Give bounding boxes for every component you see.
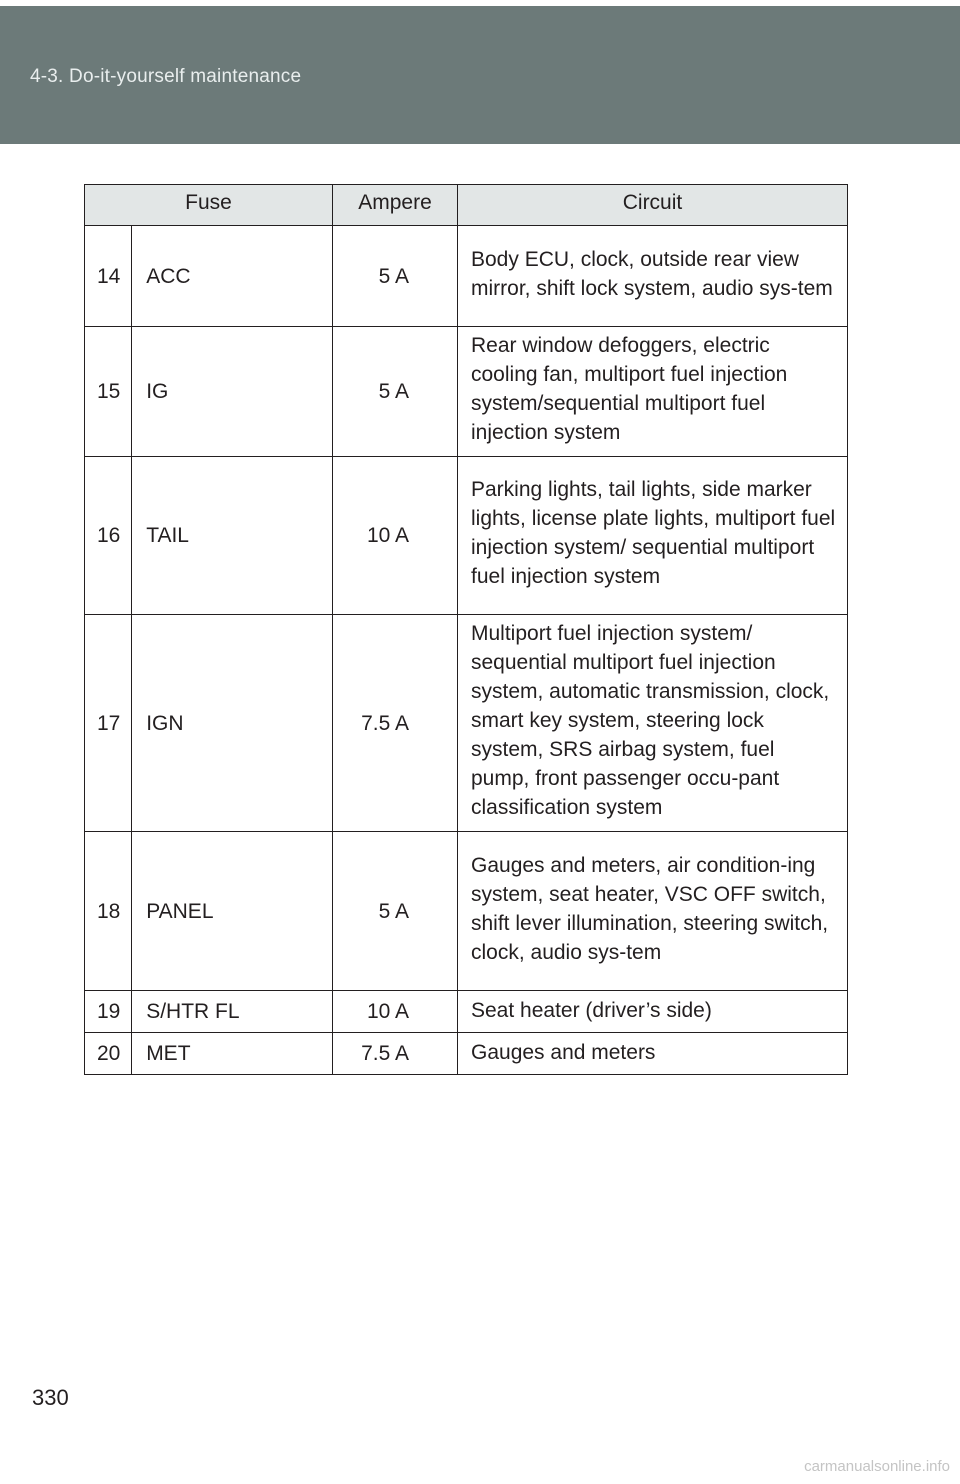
watermark-text: carmanualsonline.info (804, 1458, 950, 1475)
fuse-name: IGN (132, 615, 333, 832)
fuse-name: PANEL (132, 832, 333, 991)
fuse-circuit: Multiport fuel injection system/ sequential multiport fuel injection system, automatic transmission, clock, smart key system, steering lock system, SRS airbag system, fuel pump, front passenger occu-pant classification system (458, 615, 848, 832)
fuse-circuit: Body ECU, clock, outside rear view mirror, shift lock system, audio sys-tem (458, 226, 848, 327)
fuse-name: TAIL (132, 457, 333, 615)
table-row (85, 991, 848, 1033)
page-number: 330 (32, 1385, 69, 1410)
fuse-circuit: Parking lights, tail lights, side marker lights, license plate lights, multiport fuel injection system/ sequential multiport fuel injection system (458, 457, 848, 615)
column-header-ampere: Ampere (333, 185, 458, 226)
fuse-name: MET (132, 1033, 333, 1075)
fuse-name: S/HTR FL (132, 991, 333, 1033)
fuse-number: 20 (85, 1033, 132, 1075)
fuse-circuit: Gauges and meters (458, 1033, 848, 1075)
table-row (85, 615, 848, 832)
fuse-circuit: Seat heater (driver’s side) (458, 991, 848, 1033)
table-row (85, 457, 848, 615)
fuse-table (84, 184, 848, 1075)
table-row (85, 327, 848, 457)
fuse-name: ACC (132, 226, 333, 327)
fuse-ampere: 10 A (333, 457, 458, 615)
header-band (0, 6, 960, 144)
table-header-row (85, 185, 848, 226)
fuse-ampere: 10 A (333, 991, 458, 1033)
fuse-circuit: Rear window defoggers, electric cooling fan, multiport fuel injection system/sequential multiport fuel injection system (458, 327, 848, 457)
fuse-ampere: 7.5 A (333, 615, 458, 832)
column-header-fuse: Fuse (85, 185, 333, 226)
table-row (85, 832, 848, 991)
fuse-ampere: 5 A (333, 226, 458, 327)
fuse-number: 14 (85, 226, 132, 327)
fuse-number: 18 (85, 832, 132, 991)
fuse-ampere: 5 A (333, 327, 458, 457)
fuse-circuit: Gauges and meters, air condition-ing system, seat heater, VSC OFF switch, shift lever illumination, steering switch, clock, audio sys-tem (458, 832, 848, 991)
fuse-ampere: 5 A (333, 832, 458, 991)
section-title: 4-3. Do-it-yourself maintenance (30, 66, 302, 87)
table-row (85, 1033, 848, 1075)
table-row (85, 226, 848, 327)
fuse-ampere: 7.5 A (333, 1033, 458, 1075)
fuse-number: 17 (85, 615, 132, 832)
fuse-name: IG (132, 327, 333, 457)
fuse-number: 16 (85, 457, 132, 615)
column-header-circuit: Circuit (458, 185, 848, 226)
fuse-number: 15 (85, 327, 132, 457)
fuse-number: 19 (85, 991, 132, 1033)
